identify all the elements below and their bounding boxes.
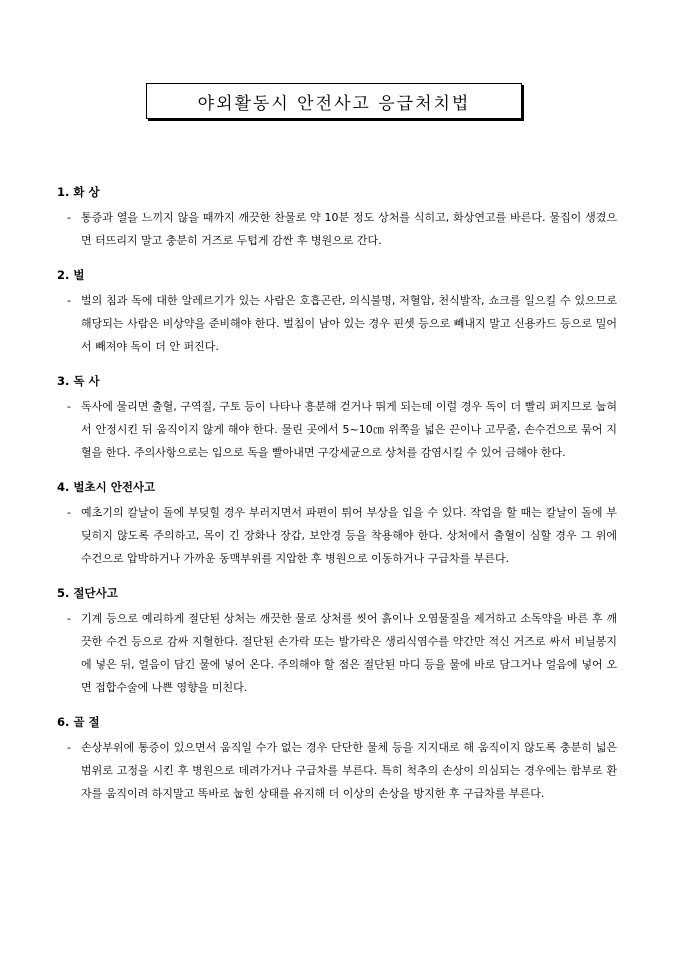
section-heading: 1. 화 상: [57, 185, 100, 199]
section-text: 벌의 침과 독에 대한 알레르기가 있는 사람은 호흡곤란, 의식불명, 저혈압, 천식발작, 쇼크를 일으킬 수 있으므로 해당되는 사람은 비상약을 준비해야 한다. 벌침이 남아 있는 경우 핀셋 등으로 빼내지 말고 신용카드 등으로 밀어서 빼져야 독이 더 안 퍼진다.: [81, 294, 617, 353]
dash-bullet: -: [67, 506, 71, 519]
section-heading: 4. 벌초시 안전사고: [57, 480, 156, 494]
section-mowing: [57, 479, 617, 570]
section-text: 독사에 물리면 출혈, 구역질, 구토 등이 나타나 흥분해 걷거나 뛰게 되는데 이럴 경우 독이 더 빨리 퍼지므로 눕혀서 안정시킨 뒤 움직이지 않게 해야 한다. 물린 곳에서 5~10㎝ 위쪽을 넓은 끈이나 고무줄, 손수건으로 묶어 지혈을 한다. 주의사항으로는 입으로 독을 빨아내면 구강세균으로 상처를 감염시킬 수 있어 금해야 한다.: [81, 400, 617, 459]
section-item: [57, 736, 617, 805]
section-item: [57, 395, 617, 464]
dash-bullet: -: [67, 400, 71, 413]
section-fracture: [57, 714, 617, 805]
section-item: [57, 501, 617, 570]
section-item: [57, 289, 617, 358]
section-item: [57, 607, 617, 699]
section-snake: [57, 373, 617, 464]
dash-bullet: -: [67, 741, 71, 754]
document-body: [57, 184, 617, 820]
dash-bullet: -: [67, 294, 71, 307]
document-title-text: 야외활동시 안전사고 응급처치법: [197, 93, 471, 114]
dash-bullet: -: [67, 612, 71, 625]
section-bee: [57, 267, 617, 358]
section-heading: 2. 벌: [57, 268, 85, 282]
section-burn: [57, 184, 617, 252]
section-amputation: [57, 585, 617, 699]
section-text: 기계 등으로 예리하게 절단된 상처는 깨끗한 물로 상처를 씻어 흙이나 오염물질을 제거하고 소독약을 바른 후 깨끗한 수건 등으로 감싸 지혈한다. 절단된 손가락 또는 발가락은 생리식염수를 약간만 적신 거즈로 싸서 비닐봉지에 넣은 뒤, 얼음이 담긴 물에 넣어 온다. 주의해야 할 점은 절단된 마디 등을 물에 바로 담그거나 얼음에 넣어 오면 접합수술에 나쁜 영향을 미친다.: [81, 612, 617, 694]
section-heading: 6. 골 절: [57, 715, 100, 729]
dash-bullet: -: [67, 211, 71, 224]
section-text: 손상부위에 통증이 있으면서 움직일 수가 없는 경우 단단한 물체 등을 지지대로 해 움직이지 않도록 충분히 넓은 범위로 고정을 시킨 후 병원으로 데려가거나 구급차를 부른다. 특히 척추의 손상이 의심되는 경우에는 함부로 환자를 움직이려 하지말고 똑바로 눕힌 상태를 유지해 더 이상의 손상을 방지한 후 구급차를 부른다.: [81, 741, 617, 800]
section-heading: 3. 독 사: [57, 374, 100, 388]
document-title: [146, 83, 522, 119]
section-text: 예초기의 칼날이 돌에 부딪힐 경우 부러지면서 파편이 튀어 부상을 입을 수 있다. 작업을 할 때는 칼날이 돌에 부딪히지 않도록 주의하고, 목이 긴 장화나 장갑, 보안경 등을 착용해야 한다. 상처에서 출혈이 심할 경우 그 위에 수건으로 압박하거나 가까운 동맥부위를 지압한 후 병원으로 이동하거나 구급차를 부른다.: [81, 506, 617, 565]
section-item: [57, 206, 617, 252]
section-heading: 5. 절단사고: [57, 586, 118, 600]
section-text: 통증과 열을 느끼지 않을 때까지 깨끗한 찬물로 약 10분 정도 상처를 식히고, 화상연고를 바른다. 물집이 생겼으면 터뜨리지 말고 충분히 거즈로 두텁게 감싼 후 병원으로 간다.: [81, 211, 617, 247]
